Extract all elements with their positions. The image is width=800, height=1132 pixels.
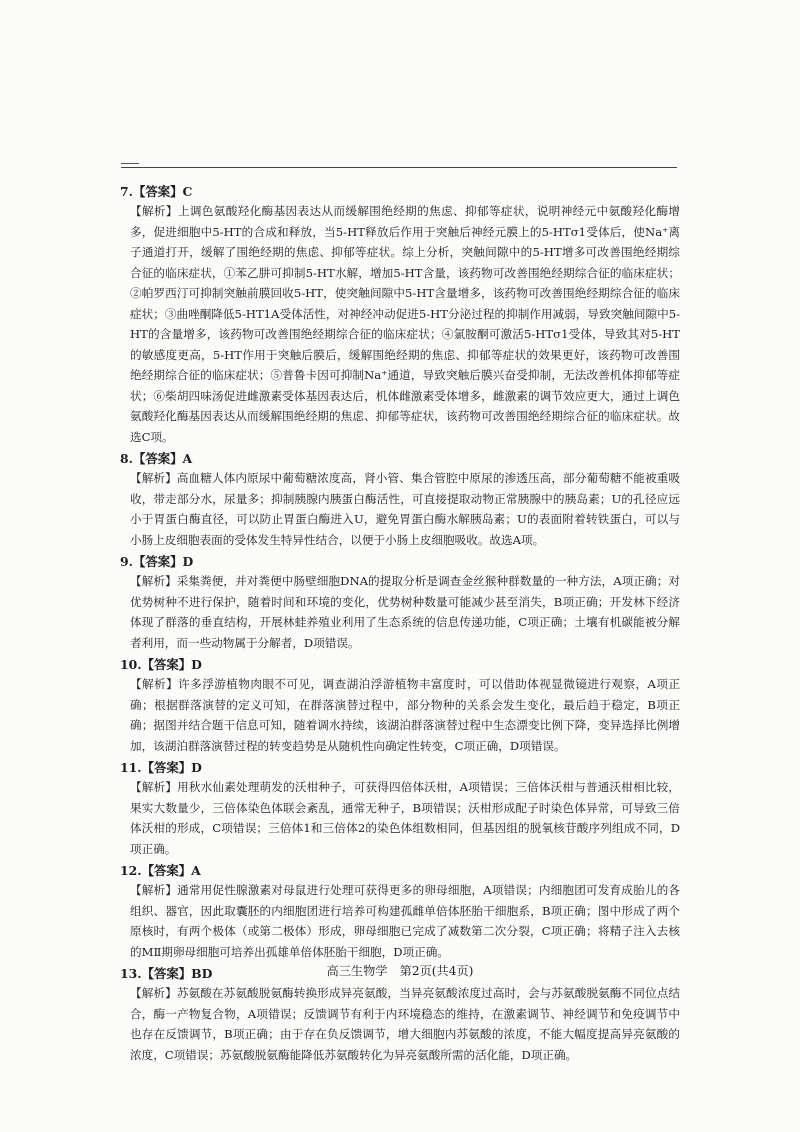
explanation: 【解析】采集粪便，并对粪便中肠壁细胞DNA的提取分析是调查金丝猴种群数量的一种方法，A项正确；对优势树种不进行保护，随着时间和环境的变化，优势树种数量可能减少甚至消失，B项正确；开发林下经济体现了群落的垂直结构，开展林蛙养殖业利用了生态系统的信息传递功能，C项正确；土壤有机碳能被分解者利用，而一些动物属于分解者，D项错误。	[130, 574, 680, 650]
answer-line	[120, 449, 680, 468]
answer-line	[120, 655, 680, 674]
answer-line	[120, 182, 680, 201]
question-number: 12.	[120, 863, 142, 878]
explanation: 【解析】通常用促性腺激素对母鼠进行处理可获得更多的卵母细胞，A项错误；内细胞团可发育成胎儿的各组织、器官，因此取囊胚的内细胞团进行培养可构建孤雌单倍体胚胎干细胞系，B项正确；图中形成了两个原核时，有两个极体（或第二极体）形成，卵母细胞已完成了减数第二次分裂，C项正确；将精子注入去核的MⅡ期卵母细胞可培养出孤雄单倍体胚胎干细胞，D项正确。	[130, 883, 680, 959]
question-12	[120, 861, 680, 962]
question-number: 9.	[120, 554, 133, 569]
answer-line	[120, 758, 680, 777]
header-rule-stub	[121, 163, 139, 164]
question-number: 10.	[120, 657, 142, 672]
page-footer: 高三生物学 第2页(共4页)	[326, 964, 474, 978]
answer-text: 【答案】D	[141, 657, 202, 672]
answer-key-content	[120, 182, 680, 1067]
question-7	[120, 182, 680, 447]
question-number: 7.	[120, 184, 133, 199]
question-number: 13.	[120, 966, 142, 981]
explanation: 【解析】用秋水仙素处理萌发的沃柑种子，可获得四倍体沃柑，A项错误；三倍体沃柑与普通沃柑相比较，果实大数量少，三倍体染色体联会紊乱，通常无种子，B项错误；沃柑形成配子时染色体异常，可导致三倍体沃柑的形成，C项错误；三倍体1和三倍体2的染色体组数相同，但基因组的脱氧核苷酸序列组成不同，D项正确。	[130, 780, 680, 856]
answer-line	[120, 552, 680, 571]
question-8	[120, 449, 680, 550]
explanation: 【解析】高血糖人体内原尿中葡萄糖浓度高，肾小管、集合管腔中原尿的渗透压高，部分葡萄糖不能被重吸收，带走部分水，尿量多；抑制胰腺内胰蛋白酶活性，可直接提取动物正常胰腺中的胰岛素；U的孔径应远小于胃蛋白酶直径，可以防止胃蛋白酶进入U，避免胃蛋白酶水解胰岛素；U的表面附着转铁蛋白，可以与小肠上皮细胞表面的受体发生特异性结合，以便于小肠上皮细胞吸收。故选A项。	[130, 471, 680, 547]
answer-text: 【答案】D	[132, 554, 194, 569]
question-13	[120, 964, 680, 1065]
answer-text: 【答案】A	[141, 863, 201, 878]
explanation: 【解析】苏氨酸在苏氨酸脱氨酶转换形成异亮氨酸，当异亮氨酸浓度过高时，会与苏氨酸脱氨酶不同位点结合，酶一产物复合物，A项错误；反馈调节有利于内环境稳态的维持，在激素调节、神经调节和免疫调节中也存在反馈调节，B项正确；由于存在负反馈调节，增大细胞内苏氨酸的浓度，不能大幅度提高异亮氨酸的浓度，C项错误；苏氨酸脱氨酶能降低苏氨酸转化为异亮氨酸所需的活化能，D项正确。	[130, 986, 680, 1062]
question-10	[120, 655, 680, 756]
answer-text: 【答案】C	[132, 184, 193, 199]
explanation: 【解析】许多浮游植物肉眼不可见，调查湖泊浮游植物丰富度时，可以借助体视显微镜进行观察，A项正确；根据群落演替的定义可知，在群落演替过程中，部分物种的关系会发生变化，最后趋于稳定，B项正确；据图并结合题干信息可知，随着调水持续，该湖泊群落演替过程中生态漂变比例下降，变异选择比例增加，该湖泊群落演替过程的转变趋势是从随机性向确定性转变，C项正确，D项错误。	[130, 677, 680, 753]
answer-text: 【答案】A	[132, 451, 193, 466]
answer-text: 【答案】D	[141, 760, 202, 775]
question-9	[120, 552, 680, 653]
explanation: 【解析】上调色氨酸羟化酶基因表达从而缓解围绝经期的焦虑、抑郁等症状，说明神经元中氨酸羟化酶增多，促进细胞中5-HT的合成和释放，当5-HT释放后作用于突触后神经元膜上的5-HTσ1受体后，使Na⁺离子通道打开，缓解了围绝经期的焦虑、抑郁等症状。综上分析，突触间隙中的5-HT增多可改善围绝经期综合征的临床症状，①苯乙肼可抑制5-HT水解，增加5-HT含量，该药物可改善围绝经期综合征的临床症状；②帕罗西汀可抑制突触前膜回收5-HT，使突触间隙中5-HT含量增多，该药物可改善围绝经期综合征的临床症状；③曲唑酮降低5-HT1A受体活性，对神经冲动促进5-HT分泌过程的抑制作用减弱，导致突触间隙中5-HT的含量增多，该药物可改善围绝经期综合征的临床症状；④氯胺酮可激活5-HTσ1受体，导致其对5-HT的敏感度更高，5-HT作用于突触后膜后，缓解围绝经期的焦虑、抑郁等症状的效果更好，该药物可改善围绝经期综合征的临床症状；⑤普鲁卡因可抑制Na⁺通道，导致突触后膜兴奋受抑制，无法改善机体抑郁等症状；⑥柴胡四味汤促进雌激素受体基因表达后，机体雌激素受体增多，雌激素的调节效应更大，通过上调色氨酸羟化酶基因表达从而缓解围绝经期的焦虑、抑郁等症状，该药物可改善围绝经期综合征的临床症状。故选C项。	[130, 204, 680, 444]
answer-line	[120, 861, 680, 880]
question-number: 8.	[120, 451, 133, 466]
question-number: 11.	[120, 760, 142, 775]
question-11	[120, 758, 680, 859]
header-rule	[121, 167, 677, 168]
answer-text: 【答案】BD	[141, 966, 213, 981]
